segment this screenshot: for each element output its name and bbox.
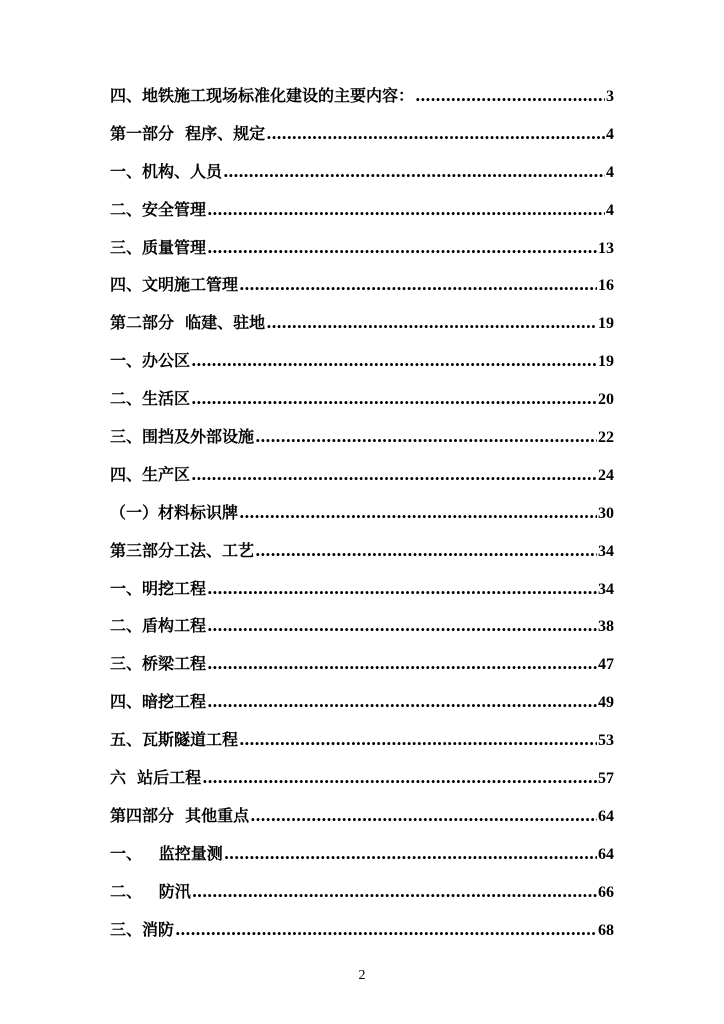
toc-dot-leader — [207, 692, 597, 711]
toc-entry[interactable] — [110, 803, 614, 841]
toc-entry-title: 第二部分 临建、驻地 — [110, 313, 266, 333]
toc-entry[interactable] — [110, 424, 614, 462]
toc-entry-page: 3 — [606, 88, 614, 105]
toc-entry[interactable] — [110, 689, 614, 727]
toc-entry[interactable] — [110, 765, 614, 803]
toc-entry-page: 49 — [598, 694, 614, 712]
toc-entry-page: 64 — [598, 845, 614, 863]
toc-entry[interactable] — [110, 272, 614, 310]
toc-entry-title: 三、围挡及外部设施 — [110, 427, 255, 447]
toc-dot-leader — [202, 768, 597, 787]
toc-dot-leader — [191, 351, 597, 370]
toc-entry-page: 13 — [598, 239, 614, 257]
toc-dot-leader — [191, 389, 597, 408]
toc-entry[interactable] — [110, 310, 614, 348]
toc-entry-title: 一、办公区 — [110, 351, 191, 371]
page-number: 2 — [358, 968, 366, 983]
toc-entry-page: 20 — [598, 391, 614, 409]
toc-entry-title: 三、桥梁工程 — [110, 654, 207, 674]
toc-entry-page: 24 — [598, 466, 614, 484]
toc-entry-title: 五、瓦斯隧道工程 — [110, 730, 239, 750]
toc-entry-title: （一）材料标识牌 — [110, 502, 239, 522]
toc-entry-title: 第四部分 其他重点 — [110, 805, 250, 825]
toc-entry-page: 16 — [598, 277, 614, 295]
toc-entry[interactable] — [110, 613, 614, 651]
toc-dot-leader — [207, 579, 597, 598]
toc-dot-leader — [207, 200, 605, 219]
toc-entry-page: 34 — [598, 542, 614, 560]
toc-entry-title: 二、盾构工程 — [110, 616, 207, 636]
toc-entry[interactable] — [110, 386, 614, 424]
toc-entry-page: 4 — [606, 201, 614, 219]
toc-entry-title: 二、安全管理 — [110, 199, 207, 219]
toc-entry[interactable] — [110, 83, 614, 121]
toc-entry-title: 第一部分 程序、规定 — [110, 123, 266, 143]
toc-entry[interactable] — [110, 235, 614, 273]
toc-dot-leader — [224, 844, 597, 863]
toc-entry-page: 68 — [598, 921, 614, 939]
toc-entry-title: 第三部分工法、工艺 — [110, 540, 255, 560]
toc-entry-title: 一、机构、人员 — [110, 161, 223, 181]
toc-dot-leader — [266, 124, 605, 143]
toc-dot-leader — [207, 238, 597, 257]
toc-entry-page: 34 — [598, 580, 614, 598]
toc-entry[interactable] — [110, 348, 614, 386]
toc-dot-leader — [175, 920, 597, 939]
toc-dot-leader — [192, 882, 597, 901]
toc-dot-leader — [239, 503, 597, 522]
toc-entry[interactable] — [110, 727, 614, 765]
toc-dot-leader — [207, 616, 597, 635]
toc-entry-page: 4 — [606, 125, 614, 143]
toc-entry-title: 四、地铁施工现场标准化建设的主要内容： — [110, 86, 415, 105]
toc-entry-title: 四、生产区 — [110, 464, 191, 484]
toc-dot-leader — [250, 806, 597, 825]
toc-entry-page: 19 — [598, 315, 614, 333]
toc-entry[interactable] — [110, 500, 614, 538]
toc-entry-page: 47 — [598, 656, 614, 674]
toc-entry-page: 57 — [598, 770, 614, 788]
toc-entry[interactable] — [110, 651, 614, 689]
toc-entry[interactable] — [110, 197, 614, 235]
toc-entry-title: 六 站后工程 — [110, 768, 202, 788]
toc-entry[interactable] — [110, 538, 614, 576]
toc-entry[interactable] — [110, 576, 614, 614]
toc-entry[interactable] — [110, 462, 614, 500]
toc-dot-leader — [239, 730, 597, 749]
toc-entry-page: 66 — [598, 883, 614, 901]
toc-entry-title: 三、质量管理 — [110, 237, 207, 257]
toc-entry-title: 二、 防汛 — [110, 881, 191, 901]
toc-entry[interactable] — [110, 159, 614, 197]
toc-dot-leader — [239, 275, 597, 294]
toc-entry-title: 四、暗挖工程 — [110, 692, 207, 712]
toc-entry-page: 4 — [606, 163, 614, 181]
toc-entry-title: 二、生活区 — [110, 389, 191, 409]
table-of-contents — [110, 83, 614, 954]
toc-entry[interactable] — [110, 841, 614, 879]
toc-dot-leader — [207, 654, 597, 673]
toc-dot-leader — [266, 313, 597, 332]
toc-entry-page: 19 — [598, 353, 614, 371]
toc-dot-leader — [415, 86, 605, 105]
toc-entry[interactable] — [110, 879, 614, 917]
toc-entry-page: 53 — [598, 732, 614, 750]
toc-entry-page: 64 — [598, 807, 614, 825]
toc-entry-page: 38 — [598, 618, 614, 636]
toc-entry-title: 一、明挖工程 — [110, 578, 207, 598]
toc-entry-title: 三、消防 — [110, 919, 175, 939]
toc-entry-page: 30 — [598, 504, 614, 522]
toc-dot-leader — [223, 162, 605, 181]
toc-dot-leader — [255, 427, 597, 446]
toc-entry[interactable] — [110, 121, 614, 159]
toc-entry-page: 22 — [598, 429, 614, 447]
toc-entry[interactable] — [110, 917, 614, 955]
toc-dot-leader — [191, 465, 597, 484]
toc-entry-title: 一、 监控量测 — [110, 843, 223, 863]
toc-dot-leader — [255, 541, 597, 560]
toc-entry-title: 四、文明施工管理 — [110, 275, 239, 295]
